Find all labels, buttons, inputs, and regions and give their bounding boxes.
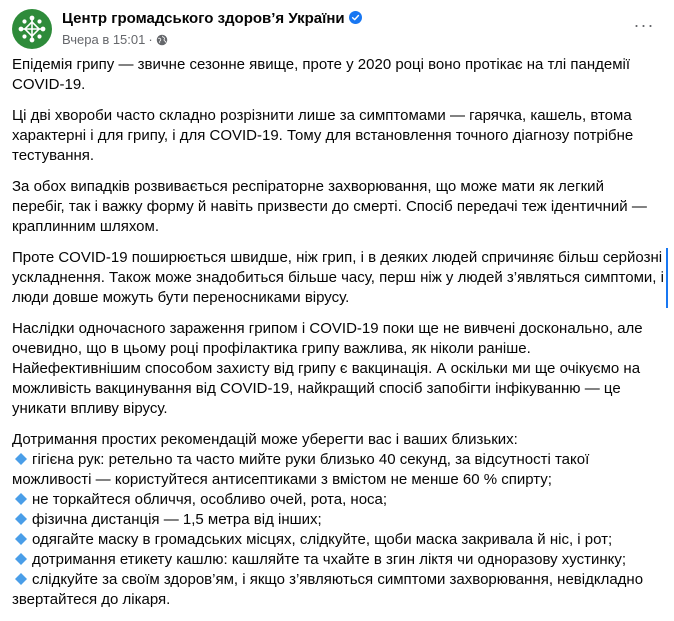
post-options-button[interactable]: ···	[633, 15, 655, 35]
recommendation-text: дотримання етикету кашлю: кашляйте та чхайте в згин ліктя чи одноразову хустинку;	[32, 551, 627, 568]
recommendations-intro: Дотримання простих рекомендацій може уберегти вас і ваших близьких:	[12, 431, 518, 448]
recommendation-item	[12, 530, 664, 550]
post-paragraph-3: За обох випадків розвивається респіраторне захворювання, що може мати як легкий перебіг, так і важку форму й навіть призвести до смерті. Спосіб передачі теж ідентичний — краплинним шляхом.	[12, 178, 647, 235]
page-avatar[interactable]	[12, 9, 52, 49]
recommendation-text: гігієна рук: ретельно та часто мийте руки близько 40 секунд, за відсутності такої можливості — користуйтеся антисептиками з вмістом не менше 60 % спирту;	[12, 451, 590, 488]
small-blue-diamond-icon	[15, 453, 27, 465]
recommendation-item	[12, 570, 664, 610]
small-blue-diamond-icon	[15, 553, 27, 565]
recommendation-item	[12, 510, 664, 530]
recommendation-item	[12, 450, 664, 490]
recommendation-text: одягайте маску в громадських місцях, слідкуйте, щоби маска закривала й ніс, і рот;	[32, 531, 613, 548]
ornament-logo-icon	[12, 9, 52, 49]
post-paragraph-4: Проте COVID-19 поширюється швидше, ніж грип, і в деяких людей спричиняє більш серйозні ускладнення. Також може знадобиться більше часу, перш ніж у людей з’являться симптоми, і люди довше можуть бути переносниками вірусу.	[12, 248, 668, 308]
recommendations-block	[12, 430, 664, 610]
recommendation-item	[12, 490, 664, 510]
post-meta	[62, 32, 168, 47]
small-blue-diamond-icon	[15, 533, 27, 545]
recommendation-text: слідкуйте за своїм здоров’ям, і якщо з’являються симптоми захворювання, невідкладно звертайтеся до лікаря.	[12, 571, 644, 608]
recommendation-text: фізична дистанція — 1,5 метра від інших;	[32, 511, 322, 528]
recommendation-item	[12, 550, 664, 570]
post-paragraph-2: Ці дві хвороби часто складно розрізнити лише за симптомами — гарячка, кашель, втома характерні і для грипу, і для COVID-19. Тому для встановлення точного діагнозу потрібне тестування.	[12, 107, 634, 164]
small-blue-diamond-icon	[15, 573, 27, 585]
small-blue-diamond-icon	[15, 493, 27, 505]
post-timestamp[interactable]: Вчера в 15:01	[62, 32, 146, 47]
recommendation-text: не торкайтеся обличчя, особливо очей, рота, носа;	[32, 491, 388, 508]
post-paragraph-5: Наслідки одночасного зараження грипом і COVID-19 поки ще не вивчені досконально, але очевидно, що в цьому році профілактика грипу важлива, як ніколи раніше. Найефективнішим способом захисту від грипу є вакцинація. А оскільки ми ще очікуємо на можливість вакцинування від COVID-19, найкращий спосіб запобігти інфікуванню — це уникати впливу вірусу.	[12, 320, 643, 417]
post-header	[12, 9, 662, 49]
post-body	[12, 55, 664, 621]
page-name-link[interactable]	[62, 10, 362, 27]
page-name[interactable]: Центр громадського здоров’я України	[62, 10, 345, 27]
globe-icon[interactable]	[156, 34, 168, 46]
meta-separator: ·	[148, 32, 153, 47]
post-paragraph-1: Епідемія грипу — звичне сезонне явище, проте у 2020 році воно протікає на тлі пандемії COVID-19.	[12, 56, 631, 93]
small-blue-diamond-icon	[15, 513, 27, 525]
verified-badge-icon	[349, 11, 362, 24]
